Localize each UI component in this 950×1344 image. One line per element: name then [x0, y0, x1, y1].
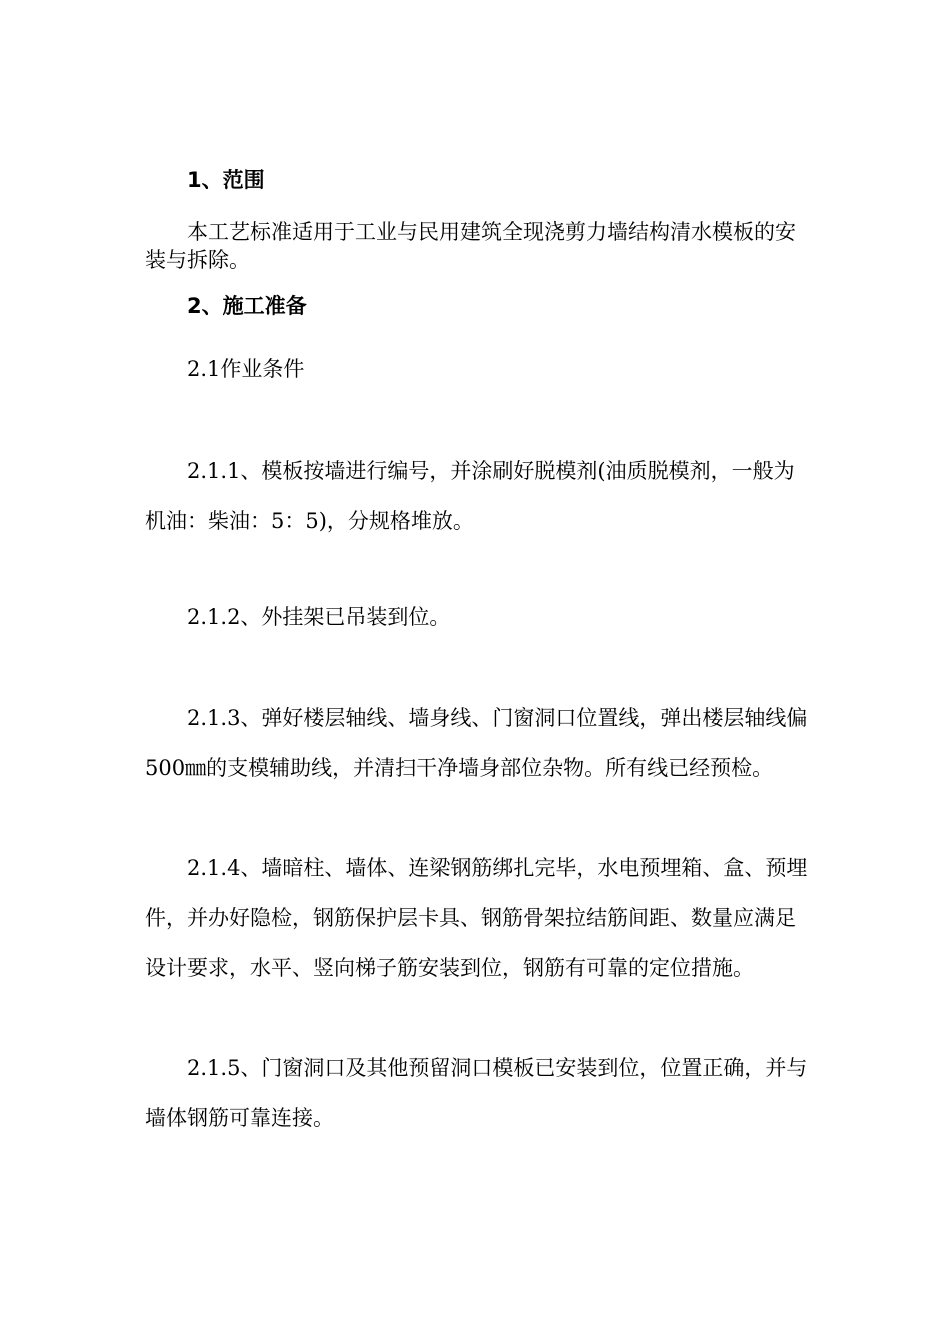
section-1-body: 本工艺标准适用于工业与民用建筑全现浇剪力墙结构清水模板的安装与拆除。: [145, 220, 796, 272]
item-2-1-5: 2.1.5、门窗洞口及其他预留洞口模板已安装到位，位置正确，并与墙体钢筋可靠连接。: [145, 1056, 808, 1130]
section-2-heading: 2、施工准备: [187, 294, 307, 318]
section-1-heading: 1、范围: [187, 168, 265, 192]
item-2-1-2: 2.1.2、外挂架已吊装到位。: [187, 605, 451, 629]
item-2-1-1: 2.1.1、模板按墙进行编号，并涂刷好脱模剂(油质脱模剂，一般为机油：柴油：5：5)，分规格堆放。: [145, 459, 795, 533]
item-2-1-3: 2.1.3、弹好楼层轴线、墙身线、门窗洞口位置线，弹出楼层轴线偏500㎜的支模辅助线，并清扫干净墙身部位杂物。所有线已经预检。: [145, 706, 808, 780]
subsection-2-1-title: 2.1作业条件: [187, 357, 305, 381]
item-2-1-4: 2.1.4、墙暗柱、墙体、连梁钢筋绑扎完毕，水电预埋箱、盒、预埋件，并办好隐检，钢筋保护层卡具、钢筋骨架拉结筋间距、数量应满足设计要求，水平、竖向梯子筋安装到位，钢筋有可靠的定位措施。: [145, 856, 808, 980]
